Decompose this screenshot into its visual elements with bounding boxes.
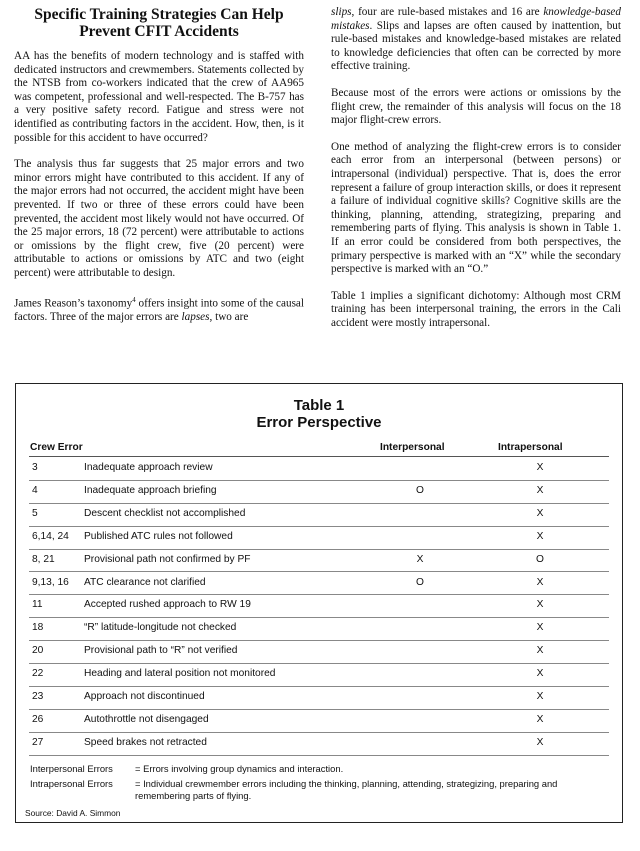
row-code: 22 bbox=[32, 668, 44, 680]
footnote-ref: 4 bbox=[132, 295, 136, 304]
row-interpersonal-mark: O bbox=[416, 484, 424, 496]
taxonomy-text-c: , two are bbox=[209, 310, 249, 323]
row-intrapersonal-mark: X bbox=[536, 668, 544, 680]
row-description: Descent checklist not accomplished bbox=[84, 507, 246, 519]
taxonomy-text-a: James Reason’s taxonomy bbox=[14, 297, 133, 310]
row-description: Published ATC rules not followed bbox=[84, 530, 233, 542]
right-column bbox=[331, 6, 621, 343]
row-code: 9,13, 16 bbox=[32, 576, 69, 588]
row-code: 8, 21 bbox=[32, 553, 55, 565]
table-row bbox=[29, 617, 609, 641]
table-row bbox=[29, 549, 609, 573]
row-code: 11 bbox=[32, 599, 43, 611]
table-number: Table 1 bbox=[293, 397, 345, 414]
row-intrapersonal-mark: X bbox=[536, 622, 544, 634]
row-description: ATC clearance not clarified bbox=[84, 576, 206, 588]
row-code: 26 bbox=[32, 713, 44, 725]
row-description: Speed brakes not retracted bbox=[84, 736, 207, 748]
row-description: Provisional path to “R” not verified bbox=[84, 645, 238, 657]
table-row bbox=[29, 457, 609, 481]
table-row bbox=[29, 572, 609, 596]
row-intrapersonal-mark: X bbox=[536, 736, 544, 748]
slips-text-d: , four are rule-based mistakes and 16 are bbox=[351, 6, 544, 18]
row-intrapersonal-mark: X bbox=[536, 576, 544, 588]
paragraph-benefits: AA has the benefits of modern technology and is staffed with dedicated instructors and crewmembers. Statements collected by the NTSB from co-workers indicated that the crew of AA965 was competent, professional and well-respected. The B-757 has a very positive safety record. Fatigue and stress were not identified as contributing factors in the accident. How, then, is it possible for this accident to have occurred? bbox=[14, 50, 304, 144]
row-description: “R” latitude-longitude not checked bbox=[84, 622, 237, 634]
row-code: 20 bbox=[32, 645, 44, 657]
row-code: 4 bbox=[32, 484, 38, 496]
row-interpersonal-mark: O bbox=[416, 576, 424, 588]
header-intrapersonal: Intrapersonal bbox=[498, 442, 563, 453]
row-description: Inadequate approach review bbox=[84, 462, 213, 473]
term-knowledge-based-mistakes: knowledge-based mistakes bbox=[331, 6, 621, 32]
table-row bbox=[29, 663, 609, 687]
row-intrapersonal-mark: X bbox=[536, 645, 544, 657]
table-row bbox=[29, 709, 609, 733]
legend-interpersonal-definition: = Errors involving group dynamics and interaction. bbox=[135, 763, 344, 774]
row-description: Heading and lateral position not monitored bbox=[84, 668, 276, 680]
row-intrapersonal-mark: X bbox=[536, 484, 544, 496]
paragraph-taxonomy bbox=[14, 294, 304, 325]
row-description: Inadequate approach briefing bbox=[84, 484, 217, 496]
row-intrapersonal-mark: X bbox=[536, 530, 544, 542]
table-source: Source: David A. Simmon bbox=[25, 808, 121, 818]
row-code: 3 bbox=[32, 462, 38, 473]
row-intrapersonal-mark: X bbox=[536, 507, 544, 519]
row-code: 5 bbox=[32, 507, 38, 519]
table-title: Error Perspective bbox=[256, 414, 382, 431]
header-crew-error: Crew Error bbox=[30, 442, 83, 453]
row-intrapersonal-mark: X bbox=[536, 691, 544, 702]
row-intrapersonal-mark: X bbox=[536, 599, 544, 611]
paragraph-dichotomy: Table 1 implies a significant dichotomy: Although most CRM training has been interpersonal training, the errors in the Cali accident were mostly intrapersonal. bbox=[331, 289, 621, 329]
legend-intrapersonal-term: Intrapersonal Errors bbox=[30, 778, 113, 789]
article-title: Specific Training Strategies Can Help Prevent CFIT Accidents bbox=[34, 6, 284, 40]
row-description: Autothrottle not disengaged bbox=[84, 713, 209, 725]
row-code: 23 bbox=[32, 691, 44, 702]
row-intrapersonal-mark: X bbox=[536, 462, 544, 473]
row-intrapersonal-mark: X bbox=[536, 713, 544, 725]
term-slips: slips bbox=[331, 6, 352, 18]
row-code: 18 bbox=[32, 622, 44, 634]
table-row bbox=[29, 503, 609, 527]
term-lapses: lapses bbox=[181, 310, 210, 323]
table-row bbox=[29, 526, 609, 550]
table-row bbox=[29, 594, 609, 618]
row-code: 6,14, 24 bbox=[32, 530, 69, 542]
paragraph-method: One method of analyzing the flight-crew errors is to consider each error from an interpersonal (between persons) or intrapersonal (individual) perspective. That is, does the error represent a failure of group interaction skills, or does it represent a failure of individual cognitive skills? Cognitive skills are the thinking, planning, attending, strategizing, preparing and remembering parts of flying. This analysis is shown in Table 1. If an error could be considered from both perspectives, the primary perspective is marked with an “X” while the secondary perspective is marked with an “O.” bbox=[331, 140, 621, 276]
legend-intrapersonal-definition: = Individual crewmember errors including the thinking, planning, attending, strategizing, preparing and remembering parts of flying. bbox=[135, 778, 558, 801]
row-code: 27 bbox=[32, 736, 44, 748]
legend-interpersonal-term: Interpersonal Errors bbox=[30, 763, 113, 774]
header-interpersonal: Interpersonal bbox=[380, 442, 445, 453]
row-description: Provisional path not confirmed by PF bbox=[84, 553, 251, 565]
taxonomy-text-b: offers insight into some of the causal factors. Three of the major errors are bbox=[14, 297, 304, 323]
row-description: Approach not discontinued bbox=[84, 691, 205, 702]
table-1-box bbox=[15, 383, 623, 823]
paragraph-analysis: The analysis thus far suggests that 25 major errors and two minor errors might have contributed to this accident. If any of the major errors had not occurred, the accident might have been prevented. If two or three of these errors could have been prevented, the accident most likely would not have occurred. Of the 25 major errors, 18 (72 percent) were attributable to actions or omissions by the flight crew, five (20 percent) were attributable to actions or omissions by ATC and two (eight percent) were attributable to design. bbox=[14, 158, 304, 279]
left-column bbox=[14, 6, 304, 324]
table-row bbox=[29, 732, 609, 756]
row-description: Accepted rushed approach to RW 19 bbox=[84, 599, 251, 611]
row-intrapersonal-mark: O bbox=[536, 553, 544, 565]
table-row bbox=[29, 640, 609, 664]
table-row bbox=[29, 686, 609, 710]
table-row bbox=[29, 480, 609, 504]
row-interpersonal-mark: X bbox=[416, 553, 424, 565]
slips-text-e: . Slips and lapses are often caused by inattention, but rule-based mistakes and knowledge-based mistakes are related to knowledge deficiencies that often can be corrected by more effective training. bbox=[331, 19, 621, 73]
paragraph-slips bbox=[331, 6, 621, 74]
paragraph-focus: Because most of the errors were actions or omissions by the flight crew, the remainder of this analysis will focus on the 18 major flight-crew errors. bbox=[331, 86, 621, 127]
